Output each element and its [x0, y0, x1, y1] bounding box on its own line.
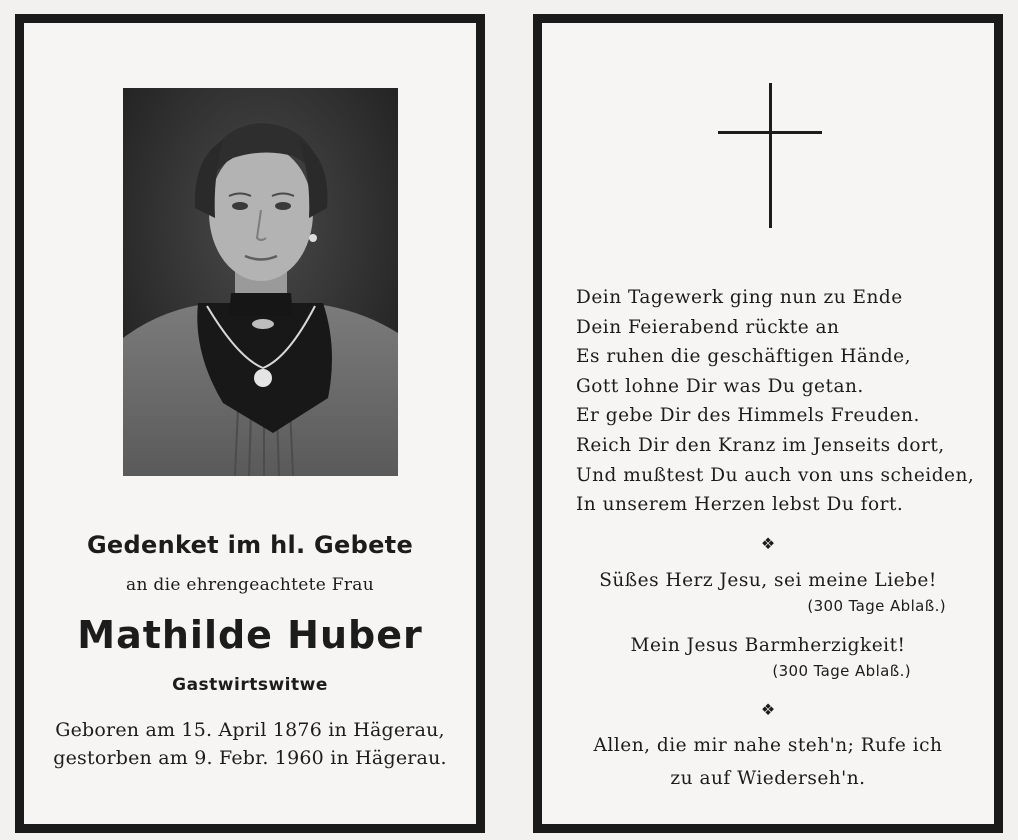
birth-line: Geboren am 15. April 1876 in Hägerau,: [55, 719, 445, 741]
prayer-mercy: Mein Jesus Barmherzigkeit!: [630, 635, 906, 656]
occupation: Gastwirtswitwe: [172, 675, 328, 695]
ornament-icon: ❖: [760, 700, 776, 719]
heading: Gedenket im hl. Gebete: [86, 531, 414, 559]
poem-line: Es ruhen die geschäftigen Hände,: [576, 346, 912, 368]
poem-line: Gott lohne Dir was Du getan.: [576, 375, 864, 397]
cross-horizontal-bar: [718, 131, 822, 134]
deceased-name: Mathilde Huber: [77, 613, 423, 657]
portrait-illustration: [123, 88, 398, 476]
farewell-line: zu auf Wiederseh'n.: [670, 768, 866, 789]
poem-line: Dein Feierabend rückte an: [576, 316, 840, 338]
ornament-icon: ❖: [760, 534, 776, 553]
poem-line: Und mußtest Du auch von uns scheiden,: [576, 464, 975, 486]
death-line: gestorben am 9. Febr. 1960 in Hägerau.: [53, 747, 447, 769]
indulgence-note: (300 Tage Ablaß.): [807, 597, 946, 615]
poem: [576, 283, 974, 520]
left-card: [15, 14, 485, 833]
farewell-line: Allen, die mir nahe steh'n; Rufe ich: [593, 735, 943, 756]
poem-line: Er gebe Dir des Himmels Freuden.: [576, 405, 920, 427]
poem-line: In unserem Herzen lebst Du fort.: [576, 494, 904, 516]
portrait-photo: [123, 88, 398, 476]
poem-line: Reich Dir den Kranz im Jenseits dort,: [576, 434, 945, 456]
cross-vertical-bar: [769, 83, 772, 228]
right-card: [533, 14, 1003, 833]
subline: an die ehrengeachtete Frau: [126, 575, 374, 595]
poem-line: Dein Tagewerk ging nun zu Ende: [576, 287, 903, 308]
indulgence-note: (300 Tage Ablaß.): [772, 662, 911, 680]
prayer-sacred-heart: Süßes Herz Jesu, sei meine Liebe!: [599, 570, 937, 591]
